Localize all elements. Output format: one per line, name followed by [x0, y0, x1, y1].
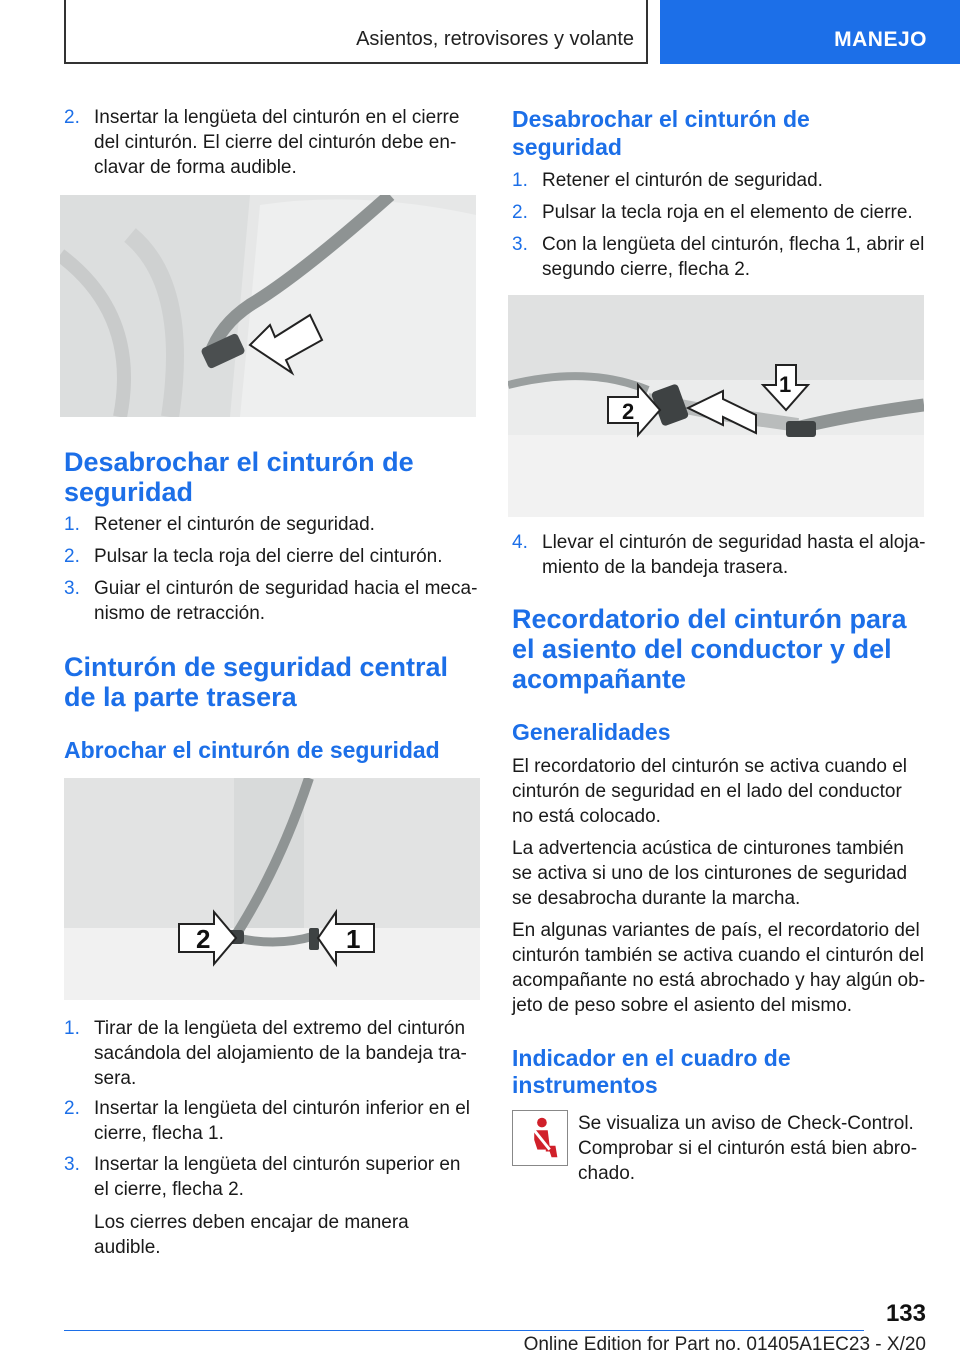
step-text: Guiar el cinturón de seguridad hacia el mecanismo de retracción. — [94, 578, 478, 624]
heading-center-rear-belt: Cinturón de seguridad central de la parte trasera — [64, 652, 449, 712]
heading-unfasten-belt: Desabrochar el cinturón de seguridad — [64, 447, 414, 507]
list-item — [64, 512, 478, 537]
step-text: Llevar el cinturón de seguridad hasta el alojamiento de la bandeja trasera. — [542, 532, 926, 578]
figure-front-seat-belt — [60, 195, 476, 417]
list-item — [512, 530, 926, 580]
header-chapter-tab — [660, 0, 960, 64]
step-text: Tirar de la lengüeta del extremo del cinturón sacándola del alojamiento de la bandeja trasera. — [94, 1018, 467, 1089]
page-number: 133 — [885, 1300, 926, 1327]
indicator-text: Se visualiza un aviso de Check-Control. Comprobar si el cinturón está bien abrochado. — [578, 1113, 918, 1184]
step-text: Retener el cinturón de seguridad. — [94, 514, 375, 535]
step-number: 2. — [512, 202, 528, 223]
step-text: Insertar la lengüeta del cinturón en el cierre del cinturón. El cierre del cinturón debe enclavar de forma audible. — [94, 107, 460, 178]
heading-unfasten-belt-rear: Desabrochar el cinturón de seguridad — [512, 106, 810, 160]
footer-divider — [64, 1330, 864, 1331]
list-item — [512, 168, 926, 193]
list-item — [64, 544, 478, 569]
list-item — [64, 1152, 478, 1202]
step-text: Retener el cinturón de seguridad. — [542, 170, 823, 191]
list-item — [64, 1016, 478, 1091]
list-item — [512, 200, 926, 225]
fasten-note: Los cierres deben encajar de manera audible. — [94, 1212, 409, 1258]
paragraph-general-3: En algunas variantes de país, el recordatorio del cinturón también se activa cuando el cinturón del acompañante no está abrochado y hay algún objeto de peso sobre el asiento del mismo. — [512, 920, 926, 1016]
paragraph-general-1: El recordatorio del cinturón se activa cuando el cinturón de seguridad en el lado del conductor no está colocado. — [512, 756, 908, 827]
figure-arrow-label-1: 1 — [346, 924, 361, 954]
header-chapter-label: MANEJO — [834, 28, 927, 51]
heading-fasten-belt: Abrochar el cinturón de seguridad — [64, 737, 440, 763]
heading-belt-reminder: Recordatorio del cinturón para el asiento del conductor y del acompañante — [512, 604, 907, 694]
figure-rear-buckle-release — [508, 295, 924, 517]
list-item — [64, 105, 478, 180]
step-number: 1. — [64, 514, 80, 535]
step-number: 1. — [64, 1018, 80, 1039]
heading-instrument-indicator: Indicador en el cuadro de instrumentos — [512, 1045, 791, 1098]
step-number: 3. — [64, 578, 80, 599]
figure-rear-center-belt — [64, 778, 480, 1000]
list-item — [64, 576, 478, 626]
step-text: Insertar la lengüeta del cinturón inferior en el cierre, flecha 1. — [94, 1098, 471, 1144]
step-text: Insertar la lengüeta del cinturón superior en el cierre, flecha 2. — [94, 1154, 461, 1200]
figure-arrow-label-2: 2 — [622, 399, 635, 424]
figure-arrow-label-2: 2 — [196, 924, 211, 954]
heading-general: Generalidades — [512, 719, 671, 745]
figure-arrow-label-1: 1 — [779, 372, 792, 397]
step-number: 2. — [64, 546, 80, 567]
step-text: Pulsar la tecla roja en el elemento de cierre. — [542, 202, 913, 223]
step-text: Pulsar la tecla roja del cierre del cinturón. — [94, 546, 443, 567]
step-number: 4. — [512, 532, 528, 553]
list-item — [512, 232, 926, 282]
step-number: 1. — [512, 170, 528, 191]
list-item — [64, 1096, 478, 1146]
step-number: 3. — [64, 1154, 80, 1175]
header-section-box — [64, 0, 648, 64]
footer-edition: Online Edition for Part no. 01405A1EC23 - X/20 — [523, 1334, 926, 1355]
step-text: Con la lengüeta del cinturón, flecha 1, abrir el segundo cierre, flecha 2. — [542, 234, 925, 280]
header-section-title: Asientos, retrovisores y volante — [356, 28, 634, 50]
step-number: 2. — [64, 1098, 80, 1119]
step-number: 2. — [64, 107, 80, 128]
step-number: 3. — [512, 234, 528, 255]
seatbelt-warning-icon — [512, 1110, 568, 1166]
paragraph-general-2: La advertencia acústica de cinturones también se activa si uno de los cinturones de seguridad se desabrocha durante la marcha. — [512, 838, 908, 909]
